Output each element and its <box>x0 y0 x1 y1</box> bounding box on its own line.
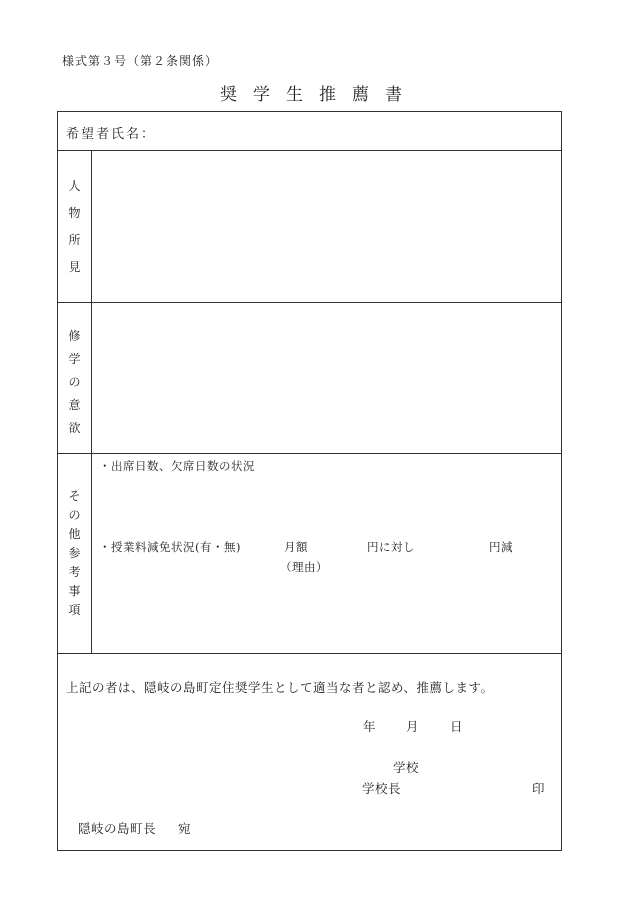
attendance-status-item: ・出席日数、欠席日数の状況 <box>99 459 255 473</box>
monthly-amount-label: 月額 <box>284 540 308 554</box>
study-motivation-label: 修 学 の 意 欲 <box>68 329 81 435</box>
addressee-mayor: 隠岐の島町長 <box>78 821 157 836</box>
recommendation-form <box>57 111 562 851</box>
tuition-exemption-item: ・授業料減免状況(有・無) <box>99 540 241 554</box>
document-title: 奨学生推薦書 <box>220 85 418 105</box>
other-reference-label: そ の 他 参 考 事 項 <box>68 489 81 617</box>
character-assessment-label: 人 物 所 見 <box>68 179 81 274</box>
applicant-name-label: 希望者氏名： <box>66 127 157 142</box>
form-number: 様式第３号（第２条関係） <box>62 54 219 68</box>
principal-label: 学校長 <box>362 781 402 796</box>
reason-label: （理由） <box>280 560 328 574</box>
yen-reduction-label: 円減 <box>489 540 513 554</box>
divider <box>58 453 561 454</box>
seal-mark: 印 <box>532 781 546 796</box>
divider <box>58 150 561 151</box>
recommendation-statement: 上記の者は、隠岐の島町定住奨学生として適当な者と認め、推薦します。 <box>66 680 494 695</box>
addressee-honorific: 宛 <box>178 821 192 836</box>
divider <box>58 653 561 654</box>
month-label: 月 <box>406 719 420 734</box>
yen-against-label: 円に対し <box>367 540 415 554</box>
day-label: 日 <box>450 719 464 734</box>
label-column-divider <box>91 150 92 653</box>
year-label: 年 <box>363 719 377 734</box>
divider <box>58 302 561 303</box>
school-label: 学校 <box>393 760 420 775</box>
